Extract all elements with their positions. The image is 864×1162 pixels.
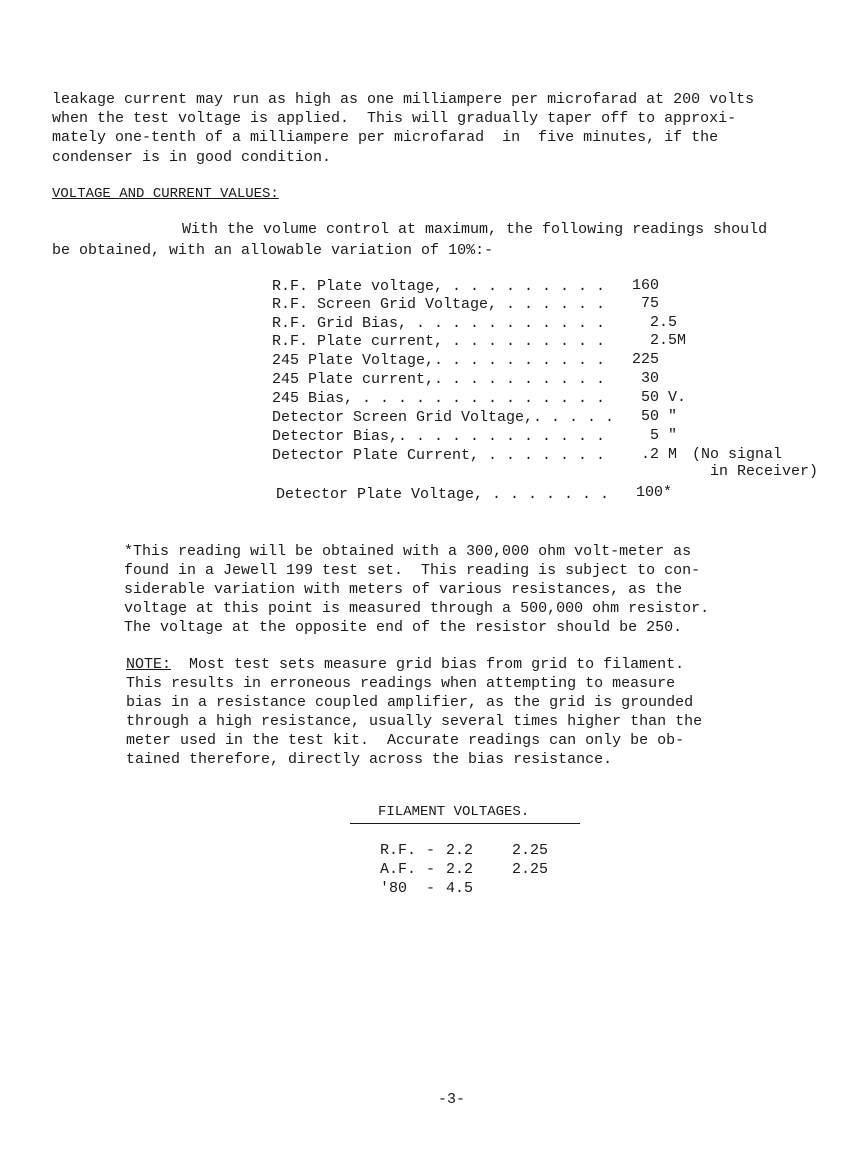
filament-value: 4.5 (446, 880, 474, 897)
filament-heading-rule (350, 823, 580, 824)
reading-value: 2.5M (632, 332, 687, 349)
footnote-line: voltage at this point is measured through a 500,000 ohm resistor. (124, 600, 710, 617)
reading-label: Detector Bias,. . . . . . . . . . . . (272, 428, 606, 445)
reading-value: 160 (632, 277, 660, 294)
note-first-line-text: Most test sets measure grid bias from grid to filament. (171, 656, 685, 673)
reading-value: .2 M (632, 446, 678, 463)
voltage-intro-line: With the volume control at maximum, the following readings should (182, 221, 768, 238)
reading-label: 245 Bias, . . . . . . . . . . . . . . (272, 390, 606, 407)
note-line: bias in a resistance coupled amplifier, as the grid is grounded (126, 694, 694, 711)
reading-label: Detector Plate Current, . . . . . . . (272, 447, 606, 464)
filament-value: 2.25 (512, 861, 549, 878)
reading-label: R.F. Grid Bias, . . . . . . . . . . . (272, 315, 606, 332)
reading-value: 50 V. (632, 389, 687, 406)
reading-value: 75 (632, 295, 660, 312)
filament-tube: '80 (380, 880, 408, 897)
filament-dash: - (426, 861, 436, 878)
reading-value: 30 (632, 370, 660, 387)
note-first-line (126, 655, 684, 674)
note-line: meter used in the test kit. Accurate readings can only be ob- (126, 732, 685, 749)
reading-note: (No signal (692, 446, 783, 463)
reading-value: 225 (632, 351, 660, 368)
note-line: This results in erroneous readings when attempting to measure (126, 675, 676, 692)
reading-value: 50 " (632, 408, 678, 425)
page-number: -3- (438, 1091, 466, 1108)
reading-label: Detector Screen Grid Voltage,. . . . . (272, 409, 615, 426)
reading-label: R.F. Plate current, . . . . . . . . . (272, 333, 606, 350)
footnote-line: *This reading will be obtained with a 300,000 ohm volt-meter as (124, 543, 692, 560)
reading-label: R.F. Screen Grid Voltage, . . . . . . (272, 296, 606, 313)
filament-dash: - (426, 880, 436, 897)
note-label: NOTE: (126, 656, 172, 673)
filament-tube: A.F. (380, 861, 417, 878)
reading-value: 5 " (632, 427, 678, 444)
reading-value: 2.5 (632, 314, 678, 331)
reading-label: 245 Plate current,. . . . . . . . . . (272, 371, 606, 388)
footnote-line: found in a Jewell 199 test set. This reading is subject to con- (124, 562, 701, 579)
reading-note: in Receiver) (692, 463, 819, 480)
intro-line: when the test voltage is applied. This will gradually taper off to approxi- (52, 110, 737, 127)
voltage-section-heading: VOLTAGE AND CURRENT VALUES: (52, 186, 279, 202)
footnote-line: siderable variation with meters of various resistances, as the (124, 581, 683, 598)
filament-value: 2.2 (446, 842, 474, 859)
voltage-intro-line: be obtained, with an allowable variation of 10%:- (52, 242, 494, 259)
filament-value: 2.2 (446, 861, 474, 878)
filament-value: 2.25 (512, 842, 549, 859)
footnote-line: The voltage at the opposite end of the resistor should be 250. (124, 619, 683, 636)
intro-line: mately one-tenth of a milliampere per microfarad in five minutes, if the (52, 129, 719, 146)
reading-label: R.F. Plate voltage, . . . . . . . . . (272, 278, 606, 295)
reading-label: Detector Plate Voltage, . . . . . . . (276, 486, 610, 503)
note-line: through a high resistance, usually several times higher than the (126, 713, 703, 730)
reading-value: 100* (636, 484, 673, 501)
filament-dash: - (426, 842, 436, 859)
note-line: tained therefore, directly across the bias resistance. (126, 751, 613, 768)
filament-heading: FILAMENT VOLTAGES. (378, 804, 530, 820)
intro-line: condenser is in good condition. (52, 149, 332, 166)
intro-line: leakage current may run as high as one milliampere per microfarad at 200 volts (52, 91, 755, 108)
filament-tube: R.F. (380, 842, 417, 859)
reading-label: 245 Plate Voltage,. . . . . . . . . . (272, 352, 606, 369)
